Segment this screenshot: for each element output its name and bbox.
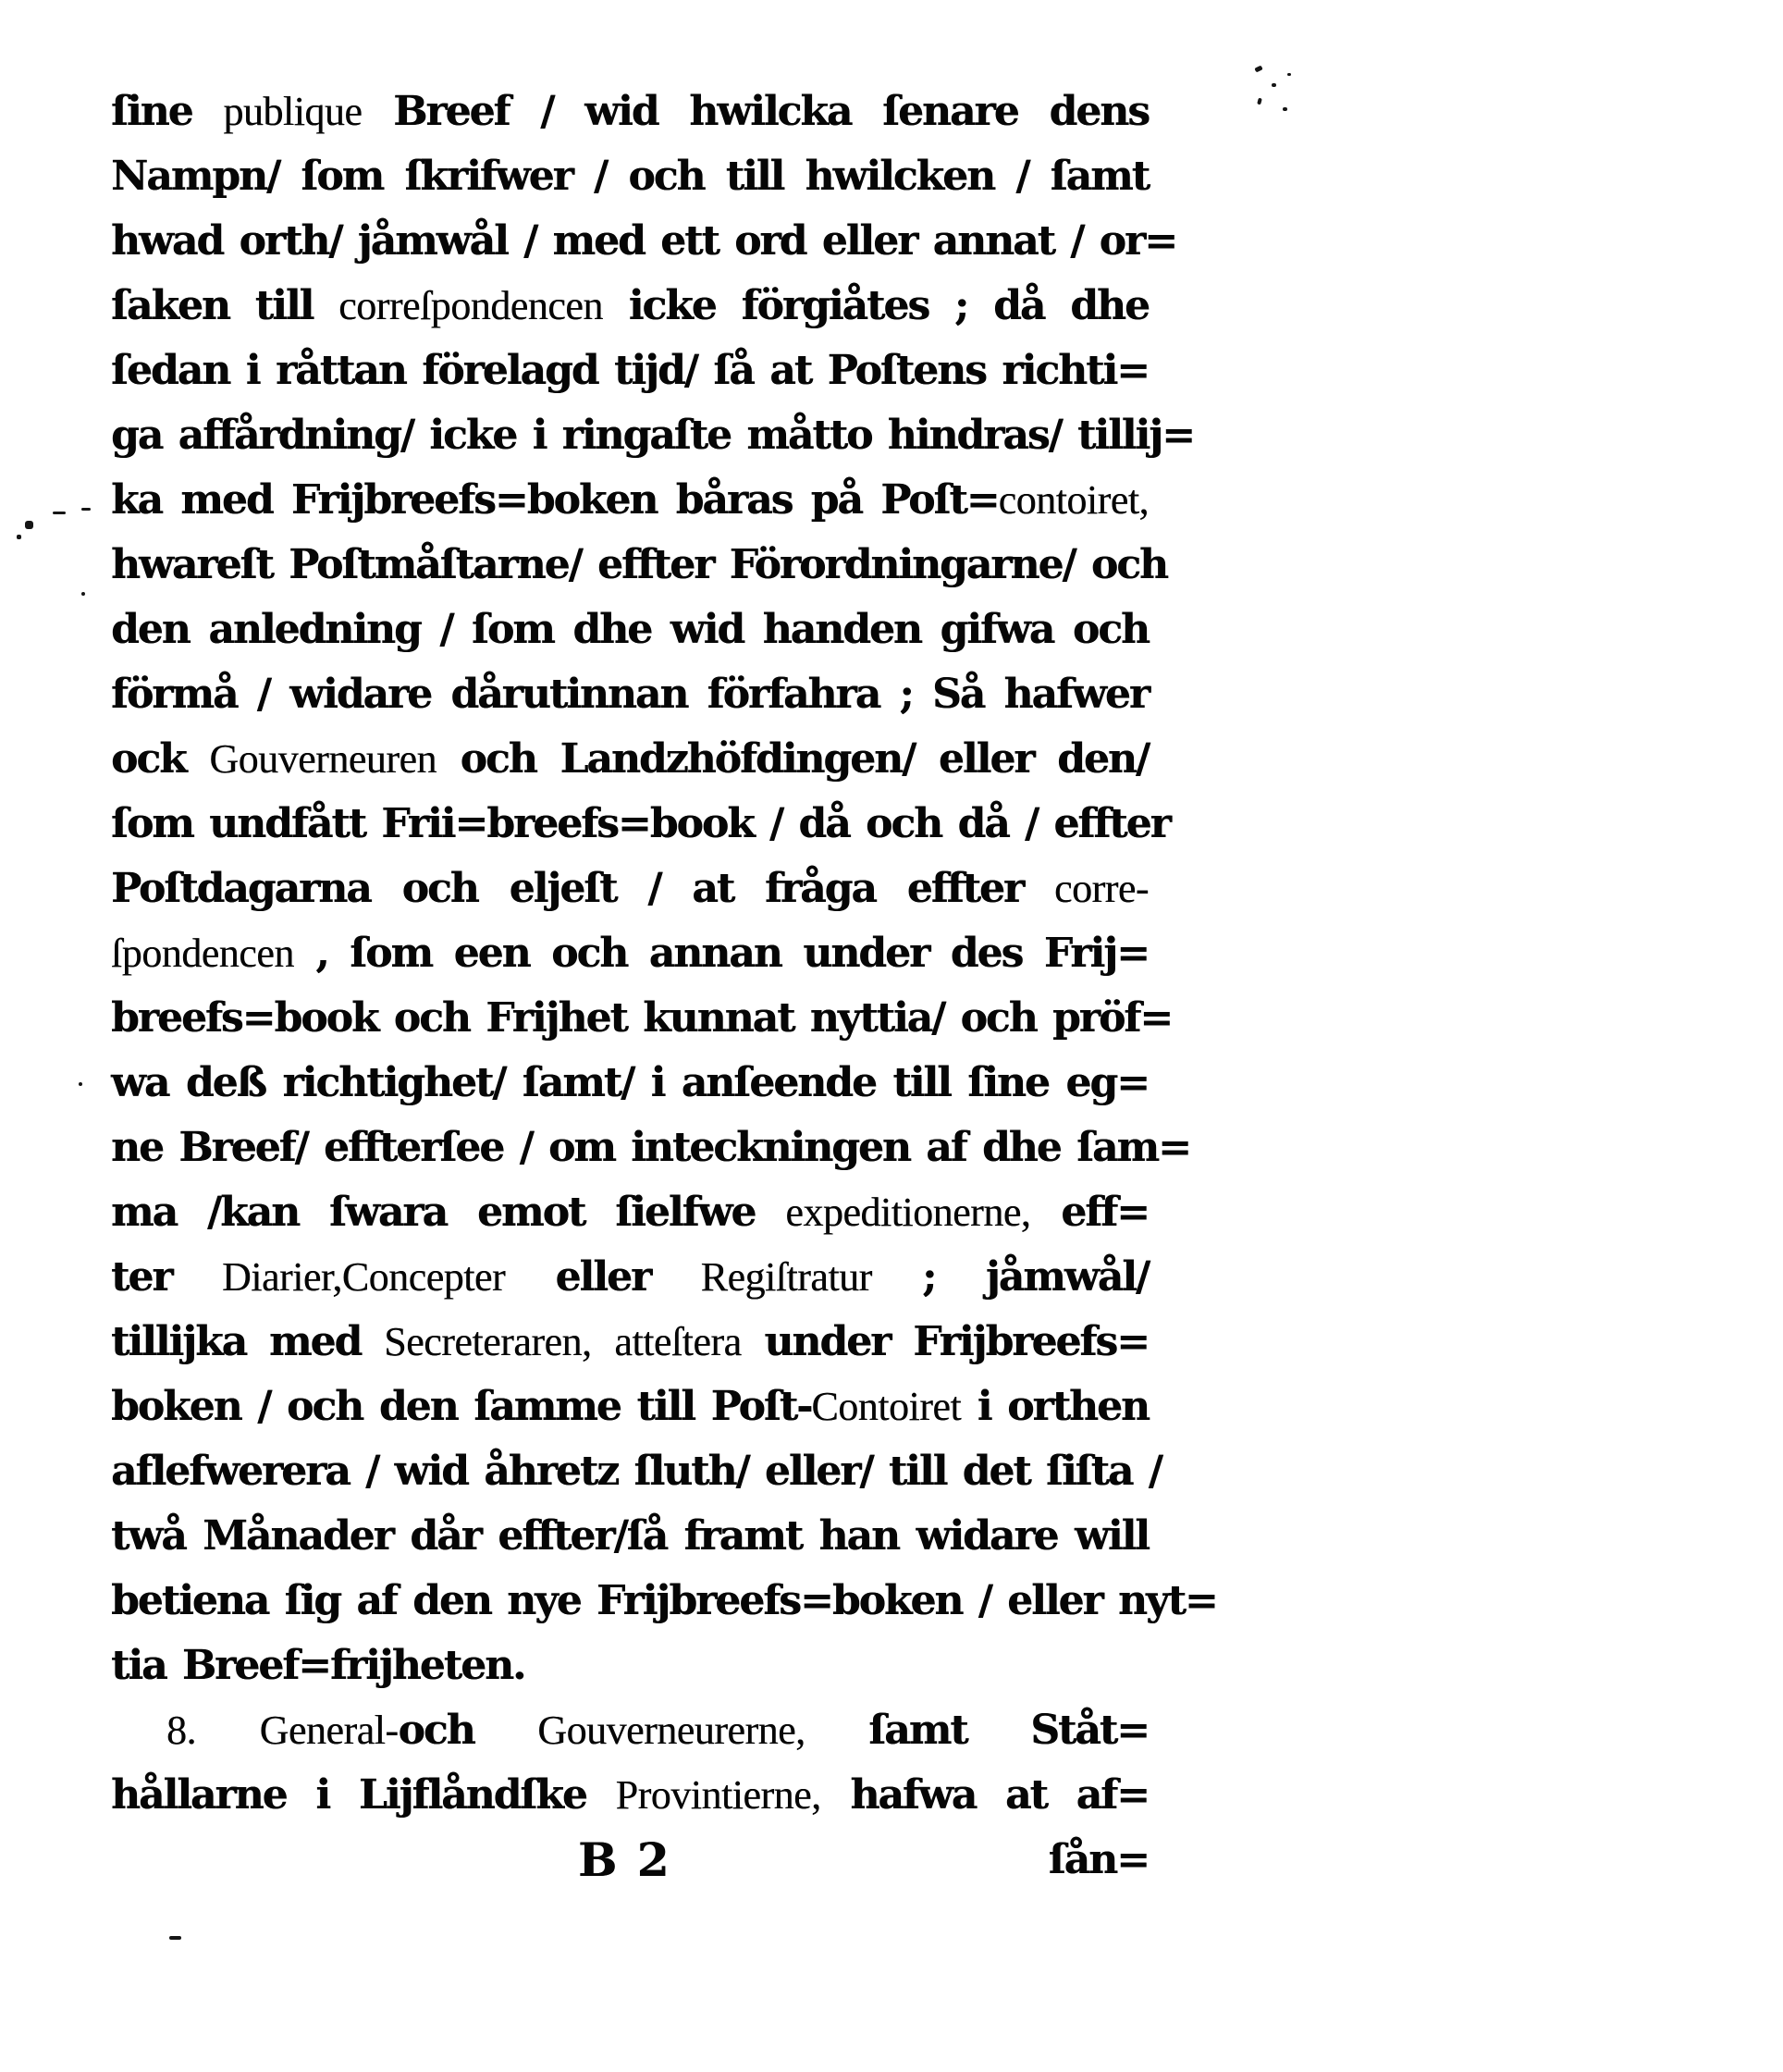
ink-speck: [53, 512, 66, 514]
footer-line: [111, 1828, 1149, 1894]
text-line: ſaken till correſpondencen icke förgiåtes ; då dhe: [111, 282, 1150, 329]
ink-speck: [79, 1082, 82, 1086]
text-line: tia Breef=frijheten.: [111, 1642, 525, 1689]
text-line: förmå / widare dårutinnan förfahra ; Så hafwer: [111, 671, 1149, 718]
text-line: breefs=book och Frijhet kunnat nyttia/ och pröf=: [111, 994, 1173, 1042]
antiqua-word: ſpondencen: [111, 931, 294, 976]
text-line: ma /kan ſwara emot ſielfwe expeditionerne, eff=: [111, 1189, 1149, 1236]
ink-speck: [169, 1936, 181, 1940]
ink-speck: [81, 592, 85, 596]
text-line: ſedan i råttan förelagd tijd/ ſå at Poſtens richti=: [111, 347, 1149, 394]
ink-speck: [1254, 66, 1262, 73]
text-line: twå Månader dår effter/ſå framt han widare will: [111, 1512, 1149, 1560]
text-line: wa deß richtighet/ ſamt/ i anſeende till ſine eg=: [111, 1059, 1149, 1106]
text-line: Poſtdagarna och eljeſt / at fråga effter corre-: [111, 865, 1149, 912]
text-line: ka med Frijbreefs=boken båras på Poſt=contoiret,: [111, 476, 1149, 524]
text-line: hwad orth/ jåmwål / med ett ord eller annat / or=: [111, 217, 1177, 265]
antiqua-word: 8.: [166, 1708, 196, 1753]
text-line: ter Diarier,Concepter eller Regiſtratur ; jåmwål/: [111, 1253, 1149, 1301]
antiqua-word: correſpondencen: [338, 283, 603, 328]
antiqua-word: Diarier,Concepter: [221, 1254, 506, 1300]
antiqua-word: publique: [223, 89, 363, 134]
text-line: den anledning / ſom dhe wid handen gifwa och: [111, 606, 1149, 653]
antiqua-word: expeditionerne,: [785, 1190, 1031, 1235]
ink-speck: [1272, 83, 1276, 87]
text-line: ſom undfått Frii=breefs=book / då och då / effter: [111, 800, 1170, 847]
antiqua-word: Gouverneurerne,: [537, 1708, 805, 1753]
text-line: ſine publique Breef / wid hwilcka ſenare dens: [111, 88, 1150, 135]
text-line: aflefwerera / wid åhretz ſluth/ eller/ till det ſiſta /: [111, 1448, 1162, 1495]
antiqua-word: Gouverneuren: [209, 736, 437, 782]
text-line: ſpondencen , ſom een och annan under des Frij=: [111, 930, 1149, 977]
ink-speck: [81, 508, 91, 511]
antiqua-word: General-: [259, 1708, 399, 1753]
text-line: betiena ſig af den nye Frijbreefs=boken / eller nyt=: [111, 1577, 1217, 1624]
ink-speck: [1257, 98, 1262, 105]
text-line: ga affårdning/ icke i ringaſte måtto hindras/ tillij=: [111, 412, 1194, 459]
antiqua-word: Provintierne,: [615, 1772, 821, 1818]
text-line: hållarne i Lijflåndſke Provintierne, hafwa at af=: [111, 1771, 1149, 1819]
text-block: [111, 80, 1217, 1828]
text-line: ock Gouverneuren och Landzhöfdingen/ eller den/: [111, 735, 1149, 783]
antiqua-word: Secreteraren,: [384, 1319, 592, 1364]
antiqua-word: corre-: [1053, 866, 1149, 911]
text-line: Nampn/ ſom ſkrifwer / och till hwilcken / ſamt: [111, 153, 1149, 200]
antiqua-word: atteſtera: [614, 1319, 742, 1364]
text-line: 8. General-och Gouverneurerne, ſamt Ståt=: [166, 1707, 1149, 1754]
catchword: ſån=: [1048, 1836, 1149, 1883]
antiqua-word: Contoiret: [811, 1384, 962, 1429]
ink-speck: [1287, 73, 1291, 76]
signature-mark: B 2: [578, 1832, 671, 1887]
ink-speck: [25, 521, 33, 529]
text-line: hwareſt Poſtmåſtarne/ effter Förordningarne/ och: [111, 541, 1167, 588]
text-line: tillijka med Secreteraren, atteſtera under Frijbreefs=: [111, 1318, 1149, 1365]
text-line: boken / och den ſamme till Poſt-Contoiret i orthen: [111, 1383, 1149, 1430]
text-line: ne Breef/ effterſee / om inteckningen af dhe ſam=: [111, 1124, 1190, 1171]
ink-speck: [1283, 107, 1287, 111]
ink-speck: [17, 535, 21, 539]
antiqua-word: Regiſtratur: [700, 1254, 872, 1300]
antiqua-word: ſpondencen: [420, 283, 603, 328]
antiqua-word: contoiret,: [998, 477, 1149, 523]
